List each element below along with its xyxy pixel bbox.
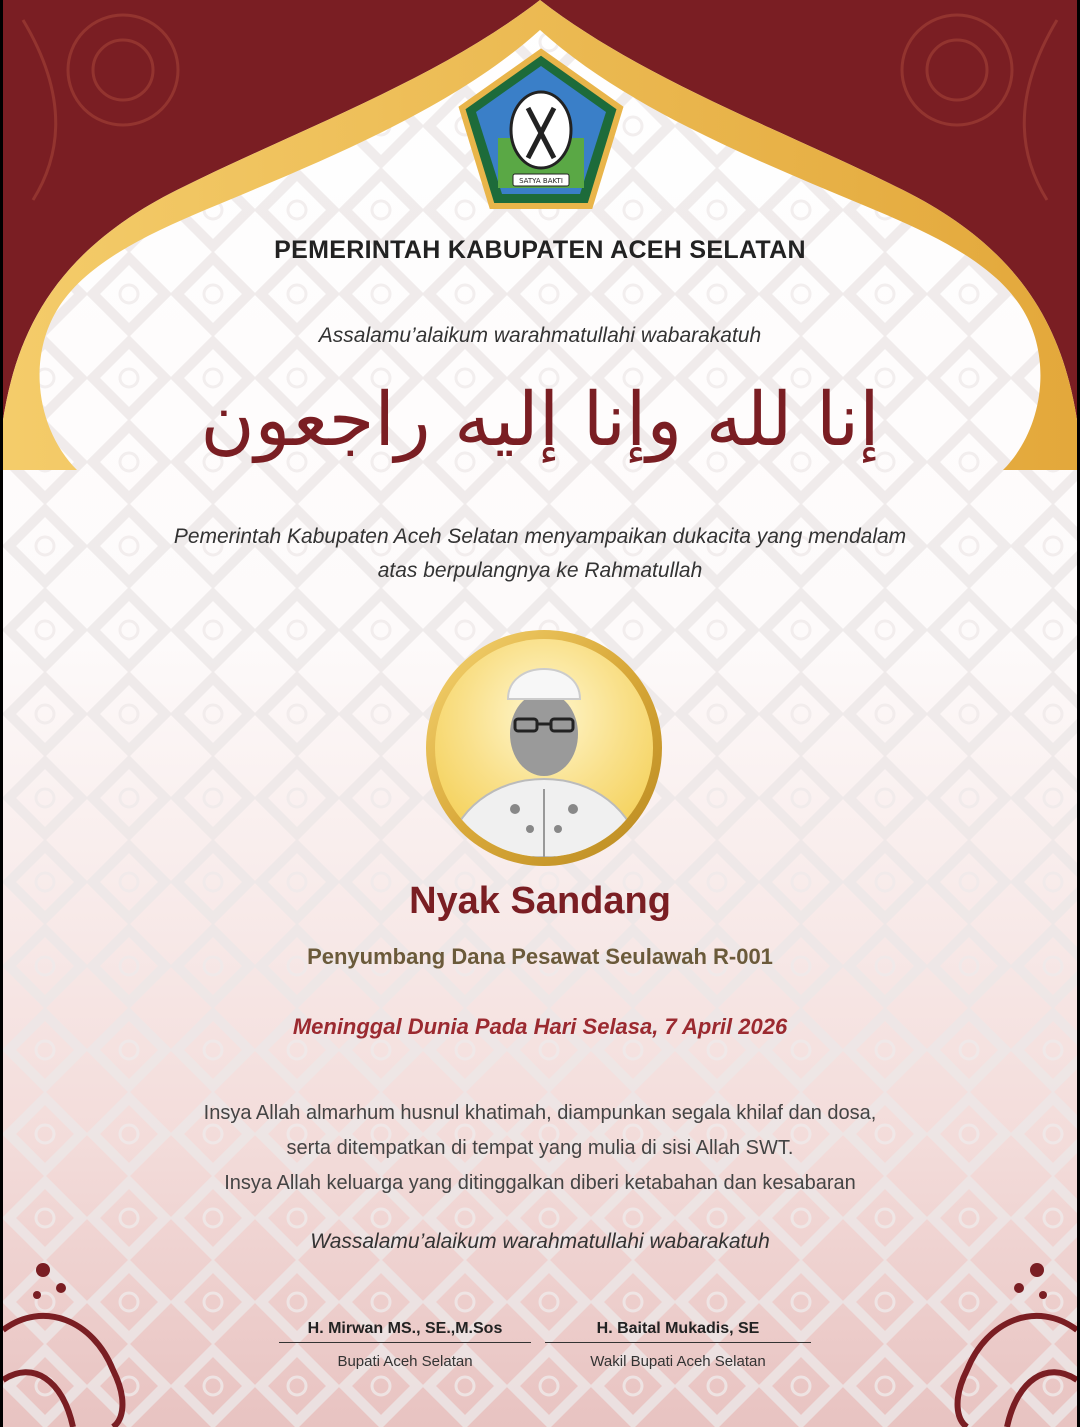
prayer-text: [3, 1096, 1077, 1201]
regent-title: Bupati Aceh Selatan: [337, 1353, 473, 1370]
vice-regent-name: H. Baital Mukadis, SE: [545, 1320, 811, 1343]
prayer-line-1: Insya Allah almarhum husnul khatimah, diampunkan segala khilaf dan dosa,: [203, 1102, 877, 1124]
deceased-role: Penyumbang Dana Pesawat Seulawah R-001: [307, 944, 773, 969]
arabic-calligraphy: إنا لله وإنا إليه راجعون: [200, 377, 880, 463]
regency-emblem-logo: [458, 48, 624, 212]
intro-line-2: atas berpulangnya ke Rahmatullah: [377, 559, 703, 582]
intro-line-1: Pemerintah Kabupaten Aceh Selatan menyampaikan dukacita yang mendalam: [173, 525, 907, 548]
opening-greeting: Assalamu’alaikum warahmatullahi wabarakatuh: [318, 324, 762, 347]
signature-block-vice-regent: [545, 1320, 811, 1370]
portrait-illustration: [435, 639, 653, 857]
vice-regent-title: Wakil Bupati Aceh Selatan: [590, 1353, 766, 1370]
prayer-line-2: serta ditempatkan di tempat yang mulia di sisi Allah SWT.: [286, 1137, 794, 1159]
page-title: PEMERINTAH KABUPATEN ACEH SELATAN: [274, 236, 806, 264]
condolence-intro: [3, 520, 1077, 588]
deceased-name: Nyak Sandang: [409, 880, 671, 922]
deceased-portrait: [435, 639, 653, 857]
condolence-card: [3, 0, 1077, 1427]
regent-name: H. Mirwan MS., SE.,M.Sos: [279, 1320, 531, 1343]
logo-motto: SATYA BAKTI: [519, 177, 563, 185]
portrait-frame: [426, 630, 662, 866]
death-notice: Meninggal Dunia Pada Hari Selasa, 7 April 2026: [292, 1014, 788, 1039]
signature-block-regent: [279, 1320, 531, 1370]
closing-greeting: Wassalamu’alaikum warahmatullahi wabarakatuh: [310, 1230, 770, 1253]
prayer-line-3: Insya Allah keluarga yang ditinggalkan diberi ketabahan dan kesabaran: [224, 1172, 856, 1194]
